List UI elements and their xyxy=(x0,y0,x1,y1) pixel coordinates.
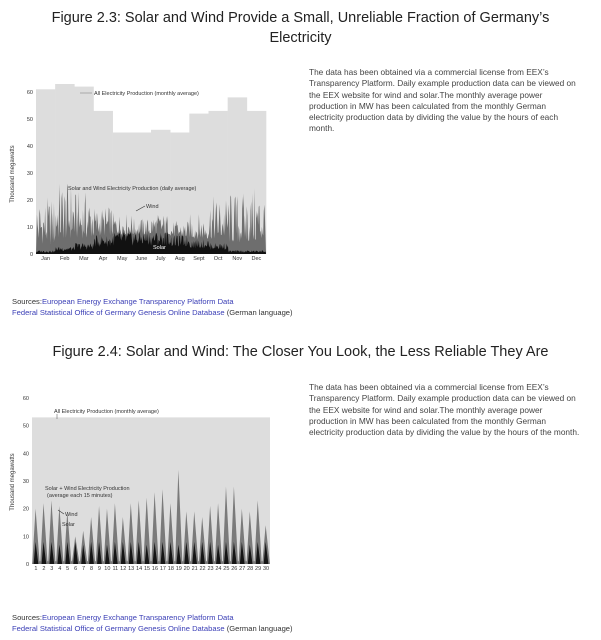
y-tick-label: 60 xyxy=(26,90,33,96)
german-language-note: (German language) xyxy=(224,308,293,317)
x-tick-label: 8 xyxy=(89,566,94,572)
x-tick-label: Sept xyxy=(193,256,205,262)
x-tick-label: 6 xyxy=(74,566,78,572)
genesis-database-link[interactable]: Federal Statistical Office of Germany Genesis Online Database xyxy=(12,624,225,633)
x-tick-label: Nov xyxy=(232,256,243,262)
x-tick-label: 30 xyxy=(262,566,270,572)
annotation-all-production: All Electricity Production (monthly average) xyxy=(94,91,199,97)
x-tick-label: 2 xyxy=(42,566,46,572)
y-tick-label: 10 xyxy=(26,225,33,231)
x-tick-label: Aug xyxy=(174,256,185,262)
x-tick-label: 17 xyxy=(159,566,166,572)
x-tick-label: 19 xyxy=(175,566,182,572)
y-tick-label: 50 xyxy=(22,423,29,430)
eex-transparency-link[interactable]: European Energy Exchange Transparency Platform Data xyxy=(41,613,234,622)
annotation-all-production: All Electricity Production (monthly average) xyxy=(54,409,159,415)
x-tick-label: 27 xyxy=(239,566,246,572)
x-tick-label: 25 xyxy=(223,566,230,572)
x-tick-label: 22 xyxy=(199,566,206,572)
annotation-wind: Wind xyxy=(146,204,159,210)
x-tick-label: Dec xyxy=(251,256,262,262)
annotation-solar: Solar xyxy=(62,522,75,528)
figure-2-3-sources xyxy=(12,296,293,318)
y-tick-label: 30 xyxy=(22,479,29,485)
figure-2-3-description: The data has been obtained via a commercial license from EEX’s Transparency Platform. Daily example production data can be viewed on the EEX website for wind and solar.The monthly average power production in MW has been calculated from the monthly German electricity production data by dividing the value by the hours of each month. xyxy=(309,67,576,134)
y-axis-label: Thousand megawatts xyxy=(10,453,16,511)
y-tick-label: 20 xyxy=(22,506,29,513)
y-tick-label: 40 xyxy=(26,144,33,150)
x-tick-label: Jan xyxy=(41,256,51,262)
y-tick-label: 40 xyxy=(22,451,29,458)
annotation-solar: Solar xyxy=(153,245,166,251)
annotation-wind: Wind xyxy=(65,512,78,518)
x-tick-label: 29 xyxy=(255,566,262,572)
x-tick-label: 18 xyxy=(167,566,174,572)
annotation-solar-wind: Solar and Wind Electricity Production (daily average) xyxy=(68,186,197,192)
x-tick-label: June xyxy=(135,256,148,262)
x-tick-label: 28 xyxy=(247,566,254,572)
annotation-solar-wind-sub: (average each 15 minutes) xyxy=(47,493,113,499)
x-tick-label: 23 xyxy=(207,566,214,572)
x-tick-label: 9 xyxy=(97,566,101,572)
x-tick-label: 24 xyxy=(215,566,222,572)
x-tick-label: 16 xyxy=(151,566,159,572)
x-tick-label: 20 xyxy=(183,566,190,572)
x-tick-label: 10 xyxy=(104,566,111,572)
x-tick-label: Oct xyxy=(213,256,223,262)
x-tick-label: 5 xyxy=(66,566,70,572)
y-tick-label: 0 xyxy=(29,252,33,258)
figure-2-3-title: Figure 2.3: Solar and Wind Provide a Small, Unreliable Fraction of Germany’s Electricity xyxy=(51,10,550,46)
y-tick-label: 10 xyxy=(22,534,29,541)
x-tick-label: 3 xyxy=(50,566,54,572)
eex-transparency-link[interactable]: European Energy Exchange Transparency Platform Data xyxy=(41,297,234,306)
x-tick-label: 11 xyxy=(112,566,119,572)
x-tick-label: 26 xyxy=(231,566,238,572)
y-tick-label: 20 xyxy=(26,198,33,204)
y-tick-label: 50 xyxy=(26,117,33,123)
x-tick-label: July xyxy=(155,256,166,262)
x-tick-label: 4 xyxy=(58,566,62,572)
figure-2-4-chart xyxy=(8,392,270,574)
x-tick-label: 12 xyxy=(120,566,127,572)
x-tick-label: 21 xyxy=(191,566,198,572)
figure-2-3-chart xyxy=(8,84,270,264)
x-tick-label: Mar xyxy=(79,256,89,262)
x-tick-label: 7 xyxy=(82,566,86,572)
x-tick-label: 13 xyxy=(128,566,135,572)
x-tick-label: 1 xyxy=(34,566,38,572)
x-tick-label: 15 xyxy=(143,566,151,572)
x-tick-label: 14 xyxy=(136,566,143,572)
figure-2-4-title: Figure 2.4: Solar and Wind: The Closer You Look, the Less Reliable They Are xyxy=(52,344,549,360)
x-tick-label: Feb xyxy=(60,256,70,262)
sources-label: Sources: xyxy=(12,297,42,306)
german-language-note: (German language) xyxy=(224,624,293,633)
y-axis-label: Thousand megawatts xyxy=(10,145,16,203)
x-tick-label: May xyxy=(117,256,128,262)
annotation-solar-wind: Solar + Wind Electricity Production xyxy=(45,486,130,492)
sources-label: Sources: xyxy=(12,613,42,622)
figure-2-4-description: The data has been obtained via a commercial license from EEX’s Transparency Platform. Daily example production data can be viewed on the EEX website for wind and solar.The monthly average power production in MW has been calculated from the monthly German electricity production data by dividing the value by the hours of the month. xyxy=(309,382,580,438)
genesis-database-link[interactable]: Federal Statistical Office of Germany Genesis Online Database xyxy=(12,308,225,317)
y-tick-label: 30 xyxy=(26,171,33,177)
y-tick-label: 0 xyxy=(25,562,29,568)
figure-2-4-sources xyxy=(12,612,293,634)
y-tick-label: 60 xyxy=(22,396,29,402)
x-tick-label: Apr xyxy=(98,256,108,262)
